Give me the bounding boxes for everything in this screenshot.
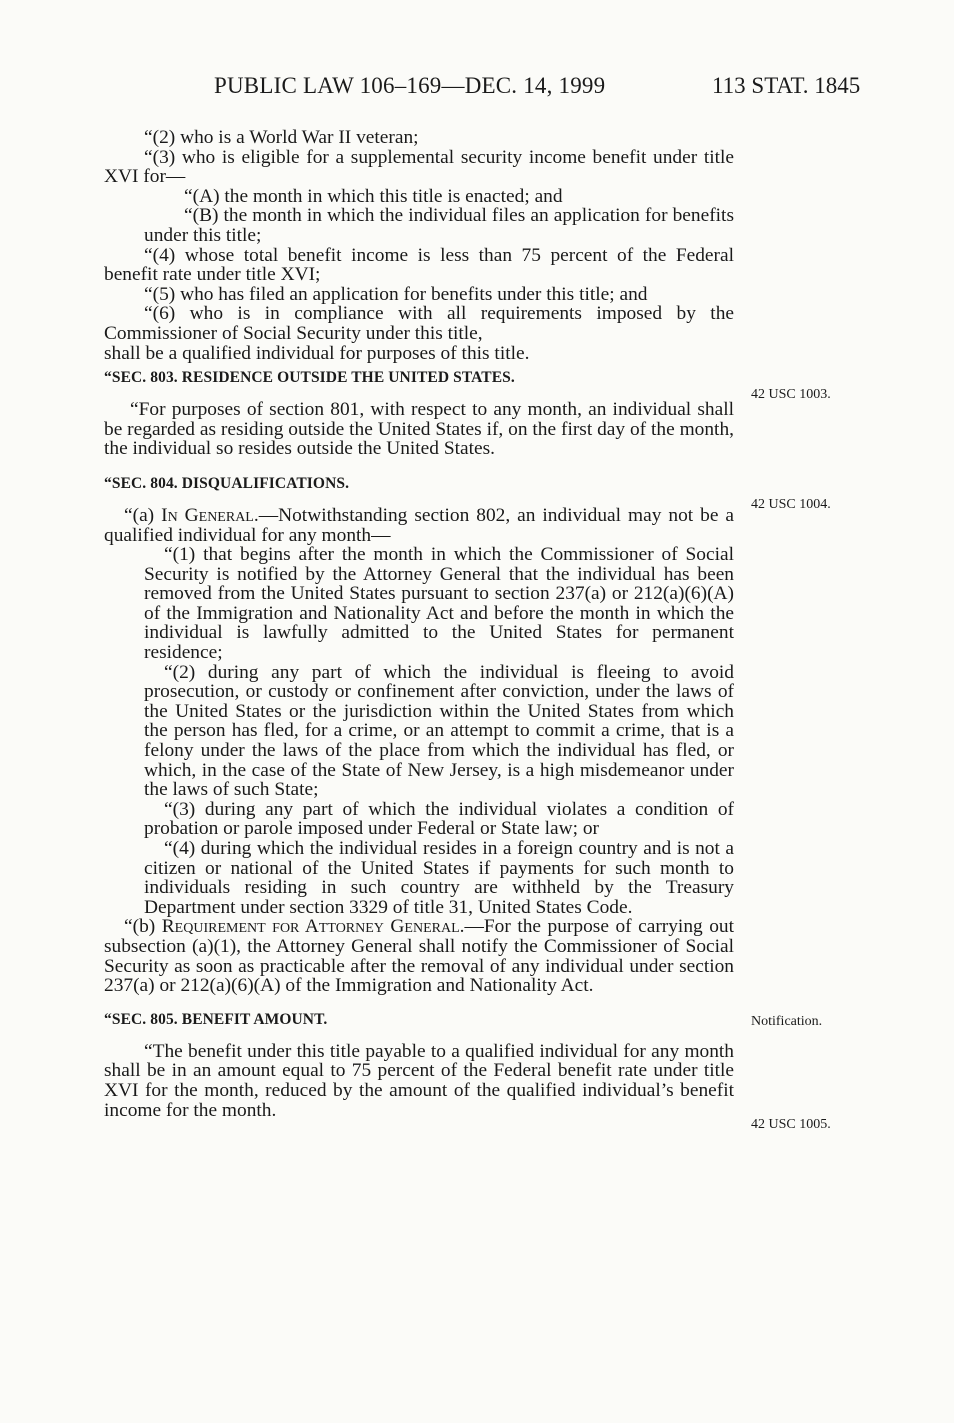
subsection-804-b — [104, 917, 734, 995]
subsection-804-a — [104, 506, 734, 545]
margin-note-804: 42 USC 1004. — [751, 497, 831, 512]
paragraph-a-2: “(2) during any part of which the individual is fleeing to avoid prosecution, or custody or confinement after conviction, under the laws of the United States or the jurisdiction within the United States from which the person has fled, for a crime, or an attempt to commit a crime, that is a felony under the laws of the place from which the individual has fled, or which, in the case of the State of New Jersey, is a high misdemeanor under the laws of such State; — [144, 661, 734, 801]
section-804-heading: “SEC. 804. DISQUALIFICATIONS. — [104, 474, 350, 492]
clause-closing: shall be a qualified individual for purposes of this title. — [104, 342, 530, 364]
subsection-a-label: “(a) — [124, 504, 162, 526]
subsection-a-caption: In General — [161, 504, 254, 526]
page-header — [0, 73, 954, 107]
section-803-heading: “SEC. 803. RESIDENCE OUTSIDE THE UNITED STATES. — [104, 369, 515, 387]
paragraph-a-3: “(3) during any part of which the individual violates a condition of probation or parole imposed under Federal or State law; or — [144, 798, 734, 840]
margin-note-803: 42 USC 1003. — [751, 387, 831, 402]
clause-5: “(5) who has filed an application for benefits under this title; and — [144, 283, 648, 305]
clause-4: “(4) whose total benefit income is less than 75 percent of the Federal benefit rate under title XVI; — [104, 244, 734, 286]
section-805-text: “The benefit under this title payable to a qualified individual for any month shall be in an amount equal to 75 percent of the Federal benefit rate under title XVI for the month, reduced by the amount of the qualified individual’s benefit income for the month. — [104, 1040, 734, 1121]
margin-note-notification: Notification. — [751, 1014, 823, 1029]
clause-3-A: “(A) the month in which this title is enacted; and — [184, 185, 563, 207]
section-803-text: “For purposes of section 801, with respect to any month, an individual shall be regarded as residing outside the United States if, on the first day of the month, the individual so resides outside the United States. — [104, 399, 734, 460]
body-text — [104, 128, 734, 1120]
subsection-a-text: .—Notwithstanding section 802, an individual may not be a qualified individual for any month— — [104, 504, 735, 546]
header-stat-page: 113 STAT. 1845 — [712, 73, 861, 98]
margin-note-805: 42 USC 1005. — [751, 1117, 831, 1132]
subsection-b-text: .—For the purpose of carrying out subsection (a)(1), the Attorney General shall notify the Commissioner of Social Security as soon as practicable after the removal of any individual under section 237(a) or 212(a)(6)(A) of the Immigration and Nationality Act. — [104, 916, 734, 997]
paragraph-a-4: “(4) during which the individual resides in a foreign country and is not a citizen or national of the United States if payments for such month to individuals residing in such country are withheld by the Treasury Department under section 3329 of title 31, United States Code. — [144, 838, 734, 918]
clause-2: “(2) who is a World War II veteran; — [144, 127, 419, 148]
section-805-heading: “SEC. 805. BENEFIT AMOUNT. — [104, 1010, 328, 1028]
subsection-b-caption: Requirement for Attorney General — [161, 916, 460, 938]
clause-3-B: “(B) the month in which the individual files an application for benefits under this title; — [144, 205, 734, 246]
paragraph-a-1: “(1) that begins after the month in which the Commissioner of Social Security is notified by the Attorney General that the individual has been removed from the United States pursuant to section 237(a) or 212(a)(6)(A) of the Immigration and Nationality Act and before the month in which the individual is lawfully admitted to the United States for permanent residence; — [144, 544, 734, 664]
clause-3: “(3) who is eligible for a supplemental security income benefit under title XVI for— — [104, 146, 734, 188]
header-law-citation: PUBLIC LAW 106–169—DEC. 14, 1999 — [214, 73, 606, 98]
subsection-b-label: “(b) — [124, 916, 162, 938]
clause-6: “(6) who is in compliance with all requirements imposed by the Commissioner of Social Security under this title, — [104, 303, 734, 344]
